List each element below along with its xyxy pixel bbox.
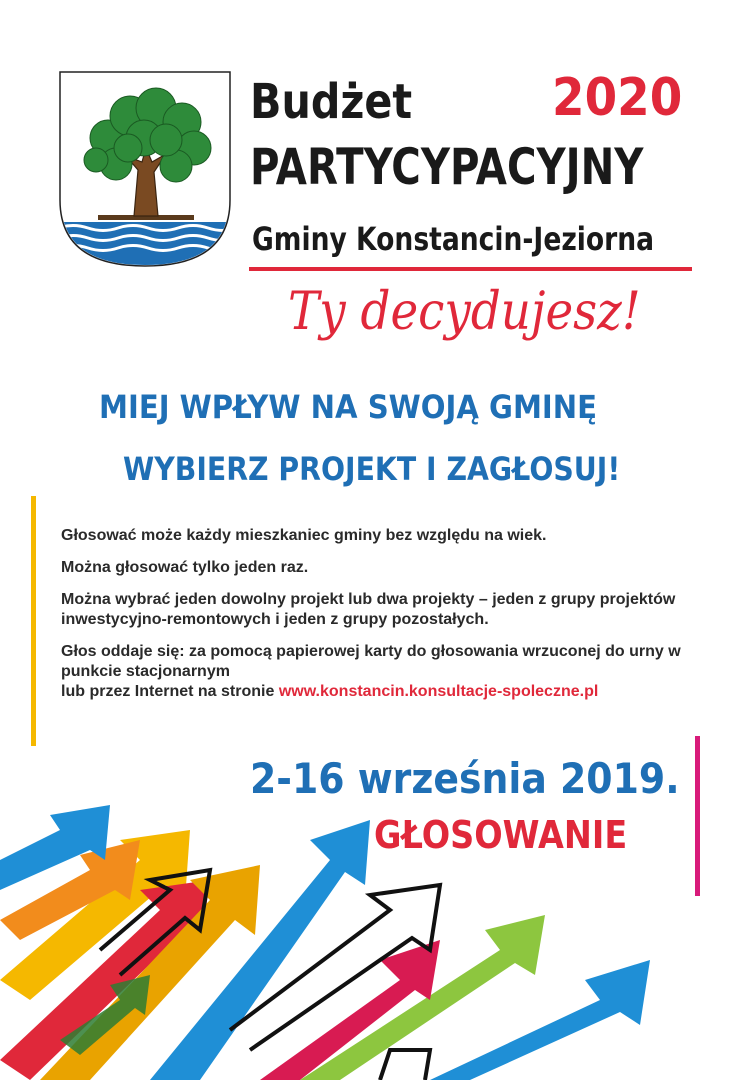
rules-block xyxy=(61,526,741,714)
slogan: Ty decydujesz! xyxy=(288,282,641,342)
rule-2: Można głosować tylko jeden raz. xyxy=(61,559,309,576)
rule-4-line-2: lub przez Internet na stronie xyxy=(61,683,275,700)
voting-dates: 2-16 września 2019. xyxy=(250,754,680,803)
rule-4 xyxy=(61,642,741,702)
title-budzet: Budżet xyxy=(250,74,413,130)
title-gmina: Gminy Konstancin-Jeziorna xyxy=(252,220,655,258)
rule-4-line-1: Głos oddaje się: za pomocą papierowej karty do głosowania wrzuconej do urny w punkcie stacjonarnym xyxy=(61,643,681,680)
colorful-arrows-graphic xyxy=(0,800,755,1080)
accent-bar-yellow xyxy=(31,496,36,746)
website-link[interactable]: www.konstancin.konsultacje-spoleczne.pl xyxy=(278,683,599,700)
rule-3: Można wybrać jeden dowolny projekt lub dwa projekty – jeden z grupy projektów inwestycyjno-remontowych i jeden z grupy pozostałych. xyxy=(61,591,676,628)
rule-1: Głosować może każdy mieszkaniec gminy bez względu na wiek. xyxy=(61,527,547,544)
title-partycypacyjny: PARTYCYPACYJNY xyxy=(250,138,644,196)
oak-tree-crest-icon xyxy=(58,70,232,268)
title-underline xyxy=(249,267,692,271)
headline-2: WYBIERZ PROJEKT I ZAGŁOSUJ! xyxy=(123,450,621,488)
title-year: 2020 xyxy=(552,68,683,128)
headline-1: MIEJ WPŁYW NA SWOJĄ GMINĘ xyxy=(99,388,598,426)
voting-label: GŁOSOWANIE xyxy=(374,813,628,857)
